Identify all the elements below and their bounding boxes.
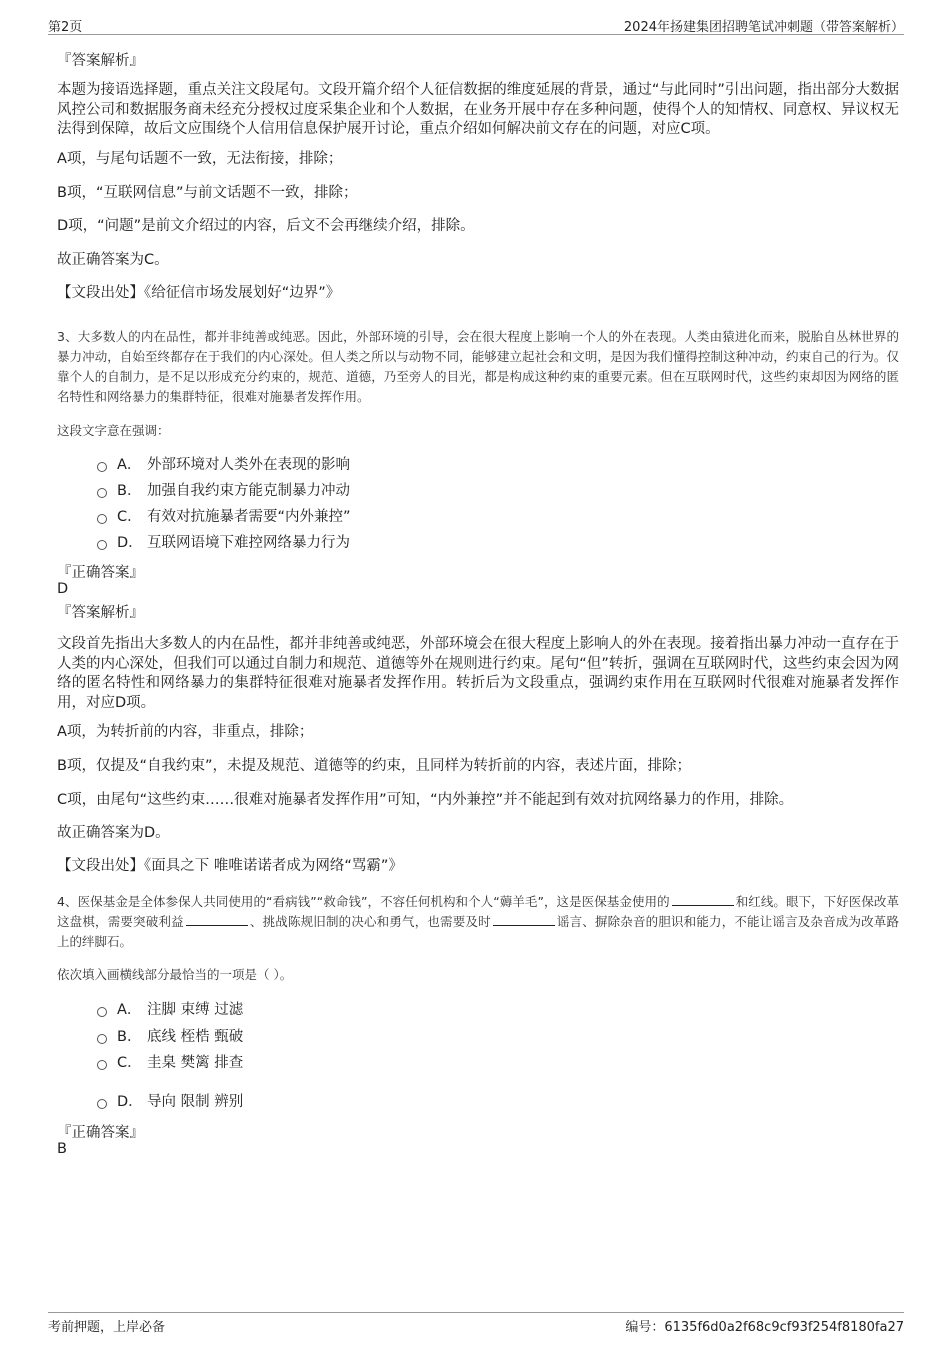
- page-footer: [48, 1312, 904, 1337]
- q3-stem: 3、大多数人的内在品性，都并非纯善或纯恶。因此，外部环境的引导，会在很大程度上影响一个人的外在表现。人类由猿进化而来，脱胎自丛林世界的暴力冲动，自始至终都存在于我们的内心深处。但人类之所以与动物不同，能够建立起社会和文明，是因为我们懂得控制这种冲动，约束自己的行为。仅靠个人的自制力，是不足以形成充分约束的，规范、道德，乃至旁人的目光，都是构成这种约束的重要元素。但在互联网时代，这些约束却因为网络的匿名特性和网络暴力的集群特征，很难对施暴者发挥作用。: [57, 329, 899, 404]
- document-title: 2024年扬建集团招聘笔试冲刺题（带答案解析）: [623, 20, 904, 35]
- document-code: 编号：6135f6d0a2f68c9cf93f254f8180fa27: [625, 1320, 904, 1335]
- q3-analysis-label: 『答案解析』: [57, 605, 144, 621]
- q4-prompt: 依次填入画横线部分最恰当的一项是（ ）。: [57, 967, 293, 982]
- radio-icon[interactable]: [97, 1034, 107, 1044]
- radio-icon[interactable]: [97, 462, 107, 472]
- fill-blank-1: [672, 892, 734, 906]
- footer-slogan: 考前押题，上岸必备: [48, 1320, 166, 1335]
- q2-line-a: A项，与尾句话题不一致，无法衔接，排除；: [57, 151, 343, 167]
- q3-line-a: A项，为转折前的内容，非重点，排除；: [57, 724, 314, 740]
- radio-icon[interactable]: [97, 1060, 107, 1070]
- q4-option-b[interactable]: B． 底线 桎梏 甄破: [97, 1027, 243, 1047]
- page-header: [48, 14, 904, 35]
- q3-analysis: 文段首先指出大多数人的内在品性，都并非纯善或纯恶，外部环境会在很大程度上影响人的外在表现。接着指出暴力冲动一直存在于人类的内心深处，但我们可以通过自制力和规范、道德等外在规则进行约束。尾句“但”转折，强调在互联网时代，这些约束会因为网络的匿名特性和网络暴力的集群特征很难对施暴者发挥作用。转折后为文段重点，强调约束作用在互联网时代很难对施暴者发挥作用，对应D项。: [57, 636, 899, 711]
- q4-option-a[interactable]: A． 注脚 束缚 过滤: [97, 1000, 243, 1020]
- q4-option-c[interactable]: C． 圭臬 樊篱 排查: [97, 1053, 243, 1073]
- radio-icon[interactable]: [97, 488, 107, 498]
- q2-analysis-label: 『答案解析』: [57, 53, 144, 69]
- q2-line-d: D项，“问题”是前文介绍过的内容，后文不会再继续介绍，排除。: [57, 218, 475, 234]
- radio-icon[interactable]: [97, 1099, 107, 1109]
- q3-option-a[interactable]: A． 外部环境对人类外在表现的影响: [97, 455, 350, 475]
- radio-icon[interactable]: [97, 1007, 107, 1017]
- q3-source: 【文段出处】《面具之下 唯唯诺诺者成为网络“骂霸”》: [57, 858, 403, 874]
- q3-option-d[interactable]: D． 互联网语境下难控网络暴力行为: [97, 533, 350, 553]
- q4-answer-label: 『正确答案』: [57, 1125, 144, 1141]
- radio-icon[interactable]: [97, 540, 107, 550]
- q4-stem: 4、医保基金是全体参保人共同使用的“看病钱”“救命钱”，不容任何机构和个人“薅羊毛”，这是医保基金使用的 和红线。眼下，下好医保改革这盘棋，需要突破利益 、挑战陈规旧制的决心和勇气，也需要及时 谣言、摒除杂音的胆识和能力，不能让谣言及杂音成为改革路上的绊脚石。: [57, 894, 899, 949]
- q3-answer-label: 『正确答案』: [57, 565, 144, 581]
- q4-answer: B: [57, 1141, 67, 1157]
- q4-option-d[interactable]: D． 导向 限制 辨别: [97, 1092, 243, 1112]
- q2-source: 【文段出处】《给征信市场发展划好“边界”》: [57, 285, 341, 301]
- q3-conclusion: 故正确答案为D。: [57, 825, 170, 841]
- q2-conclusion: 故正确答案为C。: [57, 252, 169, 268]
- q3-prompt: 这段文字意在强调：: [57, 423, 170, 438]
- radio-icon[interactable]: [97, 514, 107, 524]
- q3-option-b[interactable]: B． 加强自我约束方能克制暴力冲动: [97, 481, 350, 501]
- fill-blank-3: [493, 912, 555, 926]
- q3-line-b: B项，仅提及“自我约束”，未提及规范、道德等的约束，且同样为转折前的内容，表述片面，排除；: [57, 758, 691, 774]
- q2-analysis: 本题为接语选择题，重点关注文段尾句。文段开篇介绍个人征信数据的维度延展的背景，通过“与此同时”引出问题，指出部分大数据风控公司和数据服务商未经充分授权过度采集企业和个人数据，在业务开展中存在多种问题，使得个人的知情权、同意权、异议权无法得到保障，故后文应围绕个人信用信息保护展开讨论，重点介绍如何解决前文存在的问题，对应C项。: [57, 82, 899, 137]
- page-number: 第2页: [48, 20, 83, 35]
- q3-line-c: C项，由尾句“这些约束……很难对施暴者发挥作用”可知，“内外兼控”并不能起到有效对抗网络暴力的作用，排除。: [57, 792, 794, 808]
- q3-answer: D: [57, 581, 69, 597]
- q2-line-b: B项，“互联网信息”与前文话题不一致，排除；: [57, 185, 358, 201]
- q3-option-c[interactable]: C． 有效对抗施暴者需要“内外兼控”: [97, 507, 351, 527]
- fill-blank-2: [186, 912, 248, 926]
